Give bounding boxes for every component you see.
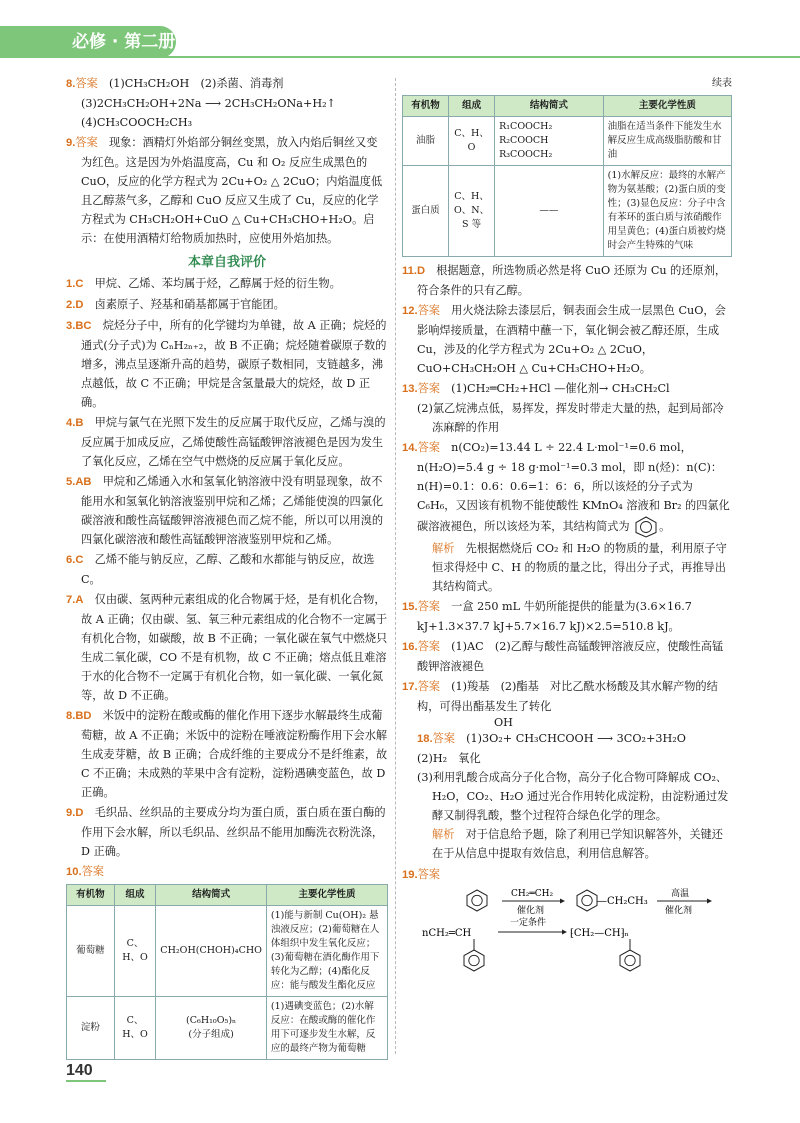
list-item: 7.A 仅由碳、氢两种元素组成的化合物属于烃，是有机化合物，故 A 正确；仅由碳、氢、氧三种元素组成的化合物不一定属于有机化合物，如碳酸，故 B 不正确；一氧化碳在氧气中燃烧只生成二氧化碳，CO 不是有机物，故 C 不正确；熔点低且难溶于水的化合物不一定属于有机化合物，如一氧化碳、一氧化氮等，故 D 不正确。 (66, 593, 388, 702)
cell-name: 葡萄糖 (67, 906, 115, 997)
page-header (0, 0, 800, 60)
q11-answer: 11.D 根据题意，所选物质必然是将 CuO 还原为 Cu 的还原剂，符合条件的只有乙醇。 (402, 264, 727, 297)
list-item: 5.AB 甲烷和乙烯通入水和氢氧化钠溶液中没有明显现象，故不能用水和氢氧化钠溶液鉴别甲烷和乙烯；乙烯能使溴的四氯化碳溶液和酸性高锰酸钾溶液褪色而乙烷不能，所以可以用溴的四氯化碳溶液和酸性高锰酸钾溶液鉴别甲烷和乙烯。 (66, 475, 384, 546)
benzene-ring (469, 955, 479, 965)
list-item: 1.C 甲烷、乙烯、苯均属于烃，乙醇属于烃的衍生物。 (66, 277, 341, 290)
q10-answer: 10.答案 (66, 865, 104, 878)
cell-name: 油脂 (403, 117, 449, 166)
right-column (402, 74, 732, 990)
table-row (403, 117, 732, 166)
benzene-ring (582, 895, 592, 905)
arrowhead (562, 930, 567, 935)
q17-answer: 17.答案 (1)羧基 (2)酯基 对比乙酰水杨酸及其水解产物的结构，可得出酯基发生了转化 (402, 680, 718, 713)
page-number: 140 (66, 1062, 93, 1079)
q14-answer: 14.答案 n(CO₂)=13.44 L ÷ 22.4 L·mol⁻¹=0.6 mol，n(H₂O)=5.4 g ÷ 18 g·mol⁻¹=0.3 mol，即 n(烃)：n(C)：n(H)=0.1：0.6：0.6=1：6：6，所以该烃的分子式为 C₆H₆，又因该有机物不能使酸性 KMnO₄ 溶液和 Br₂ 的四氯化碳溶液褪色，所以该烃为苯，其结构简式为 。 解析 先根据燃烧后 CO₂ 和 H₂O 的物质的量，利用原子守恒求得烃中 C、H 的物质的量之比，得出分子式，再推导出其结构简式。 (402, 441, 730, 593)
header-rule (0, 56, 800, 58)
col-header: 结构简式 (495, 96, 604, 117)
col-header: 有机物 (67, 885, 115, 906)
cell-comp: C、H、O (114, 997, 156, 1060)
cell-props: (1)水解反应：最终的水解产物为氨基酸；(2)蛋白质的变性；(3)显色反应：分子中含有苯环的蛋白质与浓硝酸作用呈黄色；(4)蛋白质被灼烧时会产生特殊的气味 (603, 166, 731, 257)
section-title: 本章自我评价 (187, 255, 266, 270)
q18-answer: OH 18.答案 (1)3O₂+ CH₃CHCOOH ⟶ 3CO₂+3H₂O (2)H₂ 氧化 (3)利用乳酸合成高分子化合物，高分子化合物可降解成 CO₂、H₂O，CO₂、H₂O 通过光合作用转化成淀粉，由淀粉通过发酵又制得乳酸，整个过程符合绿色化学的理念。 解析 对于信息给予题，除了利用已学知识解答外，关键还在于从信息中提取有效信息，利用信息解答。 (417, 716, 729, 860)
ethyl-group-label: —CH₂CH₃ (597, 896, 648, 907)
left-column (66, 74, 388, 1060)
list-item: 2.D 卤素原子、羟基和硝基都属于官能团。 (66, 298, 285, 311)
benzene-ring (577, 890, 597, 911)
catalyst-label: 催化剂 (517, 906, 545, 916)
cell-comp: C、H、O、N、S 等 (449, 166, 495, 257)
list-item: 6.C 乙烯不能与钠反应，乙醇、乙酸和水都能与钠反应，故选 C。 (66, 553, 375, 586)
cell-comp: C、H、O (114, 906, 156, 997)
benzene-ring (467, 890, 487, 911)
table-row (67, 906, 388, 997)
col-header: 组成 (114, 885, 156, 906)
col-header: 有机物 (403, 96, 449, 117)
cell-struct: —— (495, 166, 604, 257)
list-item: 3.BC 烷烃分子中，所有的化学键均为单键，故 A 正确；烷烃的通式(分子式)为 CₙH₂ₙ₊₂，故 B 不正确；烷烃随着碳原子数的增多，沸点呈逐渐升高的趋势，碳原子数相同，支链越多，沸点越低，故 C 不正确；甲烷是含氢量最大的烷烃，故 D 正确。 (66, 319, 387, 409)
catalyst-label: 催化剂 (665, 906, 693, 916)
cell-props: 油脂在适当条件下能发生水解反应生成高级脂肪酸和甘油 (603, 117, 731, 166)
cell-name: 蛋白质 (403, 166, 449, 257)
benzene-ring (472, 895, 482, 905)
polymer-label: ⁅CH₂—CH⁆ₙ (570, 928, 629, 939)
monomer-label: nCH₂═CH (422, 928, 472, 939)
cell-struct: R₁COOCH₂ R₂COOCH R₃COOCH₂ (495, 117, 604, 166)
self-evaluation-list (66, 274, 388, 861)
condition-label: 高温 (671, 889, 690, 899)
organic-properties-table-continued (402, 95, 732, 257)
q12-answer: 12.答案 用火烧法除去漆层后，铜表面会生成一层黑色 CuO，会影响焊接质量，在酒精中蘸一下，氧化铜会被乙醇还原，生成 Cu，涉及的化学方程式为 2Cu+O₂ △ 2CuO，CuO+CH₃CH₂OH △ Cu+CH₃CHO+H₂O。 (402, 304, 726, 375)
list-item: 9.D 毛织品、丝织品的主要成分均为蛋白质，蛋白质在蛋白酶的作用下会水解，所以毛织品、丝织品不能用加酶洗衣粉洗涤，D 正确。 (66, 806, 386, 858)
benzene-structure (633, 515, 659, 539)
column-divider (395, 78, 396, 1054)
cell-struct: (C₆H₁₀O₅)ₙ (分子组成) (156, 997, 267, 1060)
reagent-label: CH₂═CH₂ (511, 889, 554, 899)
q16-answer: 16.答案 (1)AC (2)乙醇与酸性高锰酸钾溶液反应，使酸性高锰酸钾溶液褪色 (402, 640, 724, 673)
cell-props: (1)遇碘变蓝色；(2)水解反应：在酸或酶的催化作用下可逐步发生水解，反应的最终产物为葡萄糖 (266, 997, 387, 1060)
organic-properties-table (66, 884, 388, 1060)
condition-label: 一定条件 (510, 918, 547, 928)
cell-struct: CH₂OH(CHOH)₄CHO (156, 906, 267, 997)
cell-comp: C、H、O (449, 117, 495, 166)
arrowhead (560, 899, 565, 904)
q15-answer: 15.答案 一盒 250 mL 牛奶所能提供的能量为(3.6×16.7 kJ+1.3×37.7 kJ+5.7×16.7 kJ)×2.5=510.8 kJ。 (402, 600, 692, 633)
q8-answer: 8.答案 (1)CH₃CH₂OH (2)杀菌、消毒剂 (3)2CH₃CH₂OH+2Na ⟶ 2CH₃CH₂ONa+H₂↑ (4)CH₃COOCH₂CH₃ (66, 77, 336, 129)
list-item: 4.B 甲烷与氯气在光照下发生的反应属于取代反应，乙烯与溴的反应属于加成反应，乙烯使酸性高锰酸钾溶液褪色是因为发生了氧化反应，乙烯在空气中燃烧的反应属于氧化反应。 (66, 416, 386, 468)
benzene-ring (620, 950, 640, 971)
page-number-rule (66, 1080, 106, 1082)
header-title: 必修 · 第二册 (0, 26, 176, 58)
col-header: 组成 (449, 96, 495, 117)
q19-reaction-scheme (402, 886, 732, 990)
table-row (403, 166, 732, 257)
col-header: 结构简式 (156, 885, 267, 906)
q9-answer: 9.答案 现象：酒精灯外焰部分铜丝变黑，放入内焰后铜丝又变为红色。这是因为外焰温度高，Cu 和 O₂ 反应生成黑色的 CuO，反应的化学方程式为 2Cu+O₂ △ 2CuO；内焰温度低且乙醇蒸气多，乙醇和 CuO 反应又生成了 Cu，反应的化学方程式为 CH₃CH₂OH+CuO △ Cu+CH₃CHO+H₂O。启示：在使用酒精灯给物质加热时，应使用外焰加热。 (66, 136, 383, 245)
benzene-ring (464, 950, 484, 971)
list-item: 8.BD 米饭中的淀粉在酸或酶的催化作用下逐步水解最终生成葡萄糖，故 A 不正确；米饭中的淀粉在唾液淀粉酶作用下会水解生成麦芽糖，故 B 正确；合成纤维的主要成分不是纤维素，故 C 不正确；未成熟的苹果中含有淀粉，淀粉遇碘变蓝色，故 D 正确。 (66, 709, 388, 799)
continued-label: 续表 (712, 78, 732, 89)
arrowhead (707, 899, 712, 904)
col-header: 主要化学性质 (266, 885, 387, 906)
col-header: 主要化学性质 (603, 96, 731, 117)
cell-props: (1)能与新制 Cu(OH)₂ 悬浊液反应；(2)葡萄糖在人体组织中发生氧化反应；(3)葡萄糖在酒化酶作用下转化为乙醇；(4)酯化反应：能与酸发生酯化反应 (266, 906, 387, 997)
table-row (67, 997, 388, 1060)
q13-answer: 13.答案 (1)CH₂═CH₂+HCl —催化剂→ CH₃CH₂Cl (2)氯乙烷沸点低，易挥发，挥发时带走大量的热，起到局部冷冻麻醉的作用 (402, 382, 724, 434)
cell-name: 淀粉 (67, 997, 115, 1060)
q19-answer: 19.答案 (402, 868, 440, 881)
benzene-ring (625, 955, 635, 965)
